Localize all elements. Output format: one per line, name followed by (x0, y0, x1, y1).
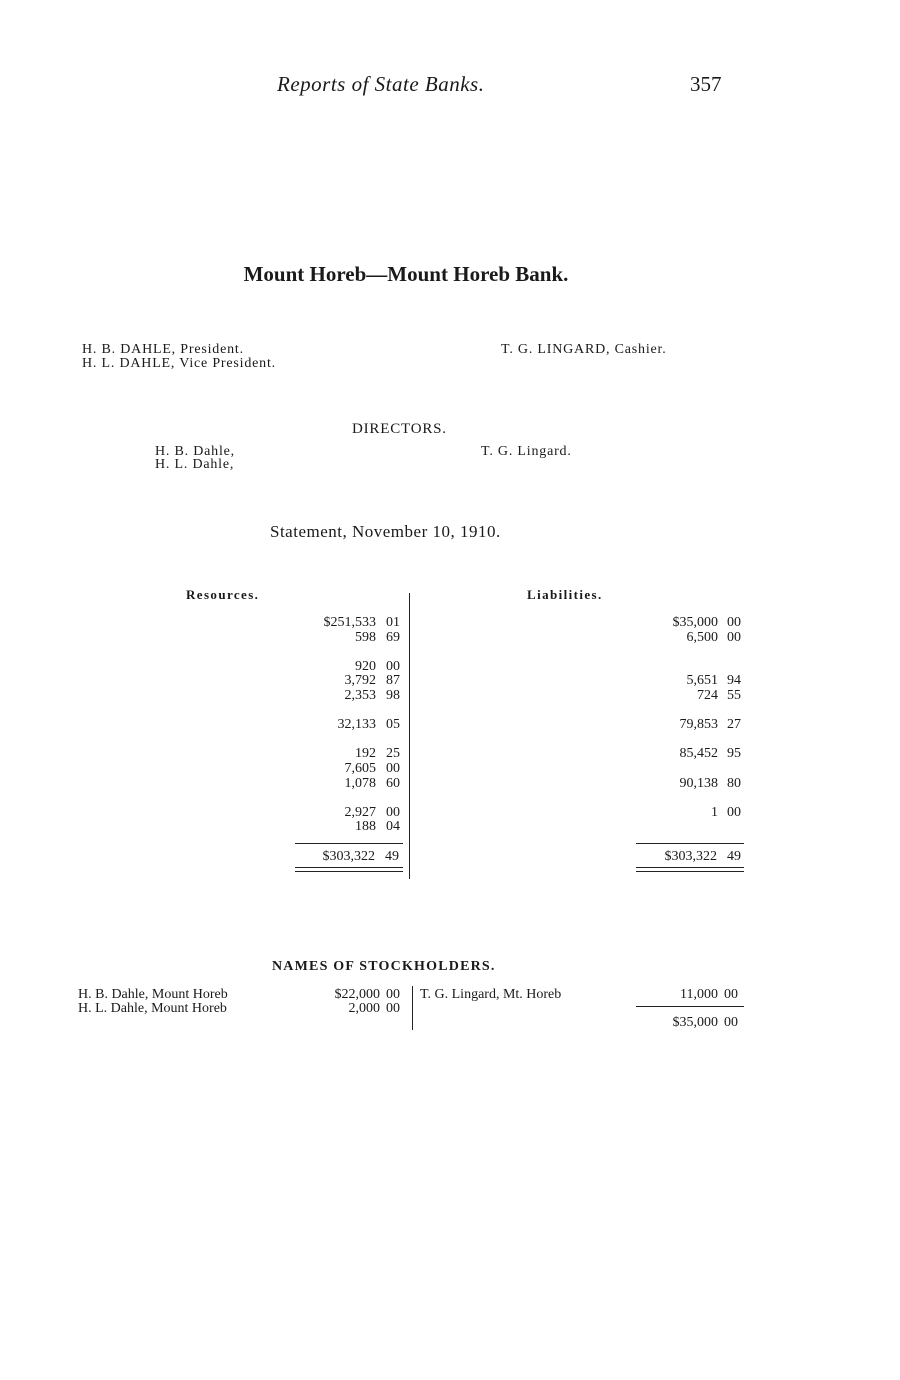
row-dollars: 192 (355, 746, 376, 762)
stockholder-cents: 00 (386, 1001, 400, 1016)
row-dollars: 188 (355, 819, 376, 835)
row-cents: 94 (727, 673, 741, 689)
resources-row (78, 630, 408, 645)
row-dollars: $251,533 (323, 615, 376, 630)
stockholders-total-rule (636, 1006, 744, 1007)
resources-heading: Resources. (186, 587, 260, 602)
row-dollars: 3,792 (344, 673, 376, 689)
row-dollars: $35,000 (672, 615, 718, 630)
resources-row (78, 673, 408, 688)
stockholder-dollars: 2,000 (348, 1001, 380, 1016)
stockholder-cents: 00 (386, 987, 400, 1002)
stockholder-row (420, 987, 750, 1002)
row-dollars: 2,927 (344, 804, 376, 820)
row-cents: 01 (386, 615, 400, 630)
bank-title: Mount Horeb—Mount Horeb Bank. (243, 262, 569, 286)
total-cents: 00 (724, 1015, 738, 1030)
row-cents: 98 (386, 688, 400, 703)
row-dollars: 7,605 (344, 761, 376, 776)
row-dollars: 920 (355, 658, 376, 674)
liabilities-total-row (476, 849, 746, 864)
stockholders-heading: NAMES OF STOCKHOLDERS. (272, 959, 496, 974)
liabilities-row (418, 732, 748, 747)
total-cents: 49 (727, 849, 741, 864)
stockholder-name: T. G. Lingard, Mt. Horeb (420, 987, 562, 1002)
stockholder-dollars: 11,000 (680, 987, 718, 1002)
resources-table (78, 615, 408, 855)
double-rule (295, 867, 403, 868)
row-dollars: 32,133 (337, 717, 376, 733)
row-cents: 27 (727, 717, 741, 733)
row-cents: 00 (727, 615, 741, 630)
liabilities-row (418, 761, 748, 776)
resources-total-rule (295, 843, 403, 844)
total-dollars: $35,000 (672, 1015, 718, 1030)
liabilities-row (418, 790, 748, 805)
total-dollars: $303,322 (664, 849, 717, 864)
row-cents: 95 (727, 746, 741, 762)
liabilities-row (418, 688, 748, 703)
liabilities-row (418, 717, 748, 732)
row-dollars: 90,138 (679, 775, 718, 791)
stockholder-name: H. L. Dahle, Mount Horeb (78, 1001, 227, 1016)
resources-row (78, 615, 408, 630)
officer-vice-president: H. L. DAHLE, Vice President. (82, 356, 276, 371)
resources-row (78, 644, 408, 659)
resources-total-row (133, 849, 403, 864)
stockholder-cents: 00 (724, 987, 738, 1002)
director-name: H. B. Dahle, (155, 444, 235, 459)
stockholders-divider (412, 986, 413, 1030)
director-name: H. L. Dahle, (155, 457, 235, 472)
stockholder-name: H. B. Dahle, Mount Horeb (78, 987, 228, 1002)
row-dollars: 85,452 (679, 746, 718, 762)
resources-row (78, 688, 408, 703)
double-rule (636, 871, 744, 872)
total-dollars: $303,322 (322, 849, 375, 864)
row-cents: 55 (727, 688, 741, 703)
row-dollars: 598 (355, 629, 376, 645)
row-dollars: 724 (697, 688, 718, 703)
resources-row (78, 819, 408, 834)
stockholders-total-row (474, 1015, 749, 1030)
row-dollars: 1 (711, 804, 718, 820)
row-cents: 60 (386, 775, 400, 791)
row-cents: 00 (727, 629, 741, 645)
running-title: Reports of State Banks. (277, 72, 485, 96)
liabilities-row (418, 703, 748, 718)
liabilities-row (418, 659, 748, 674)
liabilities-heading: Liabilities. (527, 587, 603, 602)
stockholder-row (78, 987, 408, 1002)
row-dollars: 79,853 (679, 717, 718, 733)
resources-row (78, 703, 408, 718)
liabilities-row (418, 776, 748, 791)
row-cents: 00 (386, 761, 400, 776)
double-rule (636, 867, 744, 868)
row-cents: 04 (386, 819, 400, 835)
liabilities-total-rule (636, 843, 744, 844)
resources-row (78, 732, 408, 747)
row-dollars: 5,651 (686, 673, 718, 689)
row-cents: 00 (727, 804, 741, 820)
row-cents: 80 (727, 775, 741, 791)
column-divider (409, 593, 410, 879)
total-cents: 49 (385, 849, 399, 864)
officer-president: H. B. DAHLE, President. (82, 342, 244, 357)
liabilities-table (418, 615, 748, 855)
liabilities-row (418, 615, 748, 630)
statement-title: Statement, November 10, 1910. (270, 522, 501, 541)
stockholder-row (78, 1001, 408, 1016)
liabilities-row (418, 673, 748, 688)
resources-row (78, 805, 408, 820)
liabilities-row (418, 746, 748, 761)
director-name: T. G. Lingard. (481, 444, 572, 459)
resources-row (78, 659, 408, 674)
stockholder-dollars: $22,000 (334, 987, 380, 1002)
resources-row (78, 761, 408, 776)
officer-cashier: T. G. LINGARD, Cashier. (501, 342, 667, 357)
page-number: 357 (690, 72, 722, 96)
liabilities-row (418, 805, 748, 820)
row-cents: 69 (386, 629, 400, 645)
row-cents: 25 (386, 746, 400, 762)
double-rule (295, 871, 403, 872)
resources-row (78, 776, 408, 791)
resources-row (78, 746, 408, 761)
directors-heading: DIRECTORS. (352, 421, 447, 437)
liabilities-row (418, 644, 748, 659)
resources-row (78, 717, 408, 732)
row-dollars: 1,078 (344, 775, 376, 791)
row-dollars: 6,500 (686, 629, 718, 645)
row-cents: 05 (386, 717, 400, 733)
row-dollars: 2,353 (344, 688, 376, 703)
liabilities-row (418, 630, 748, 645)
resources-row (78, 790, 408, 805)
row-cents: 87 (386, 673, 400, 689)
row-cents: 00 (386, 804, 400, 820)
row-cents: 00 (386, 658, 400, 674)
